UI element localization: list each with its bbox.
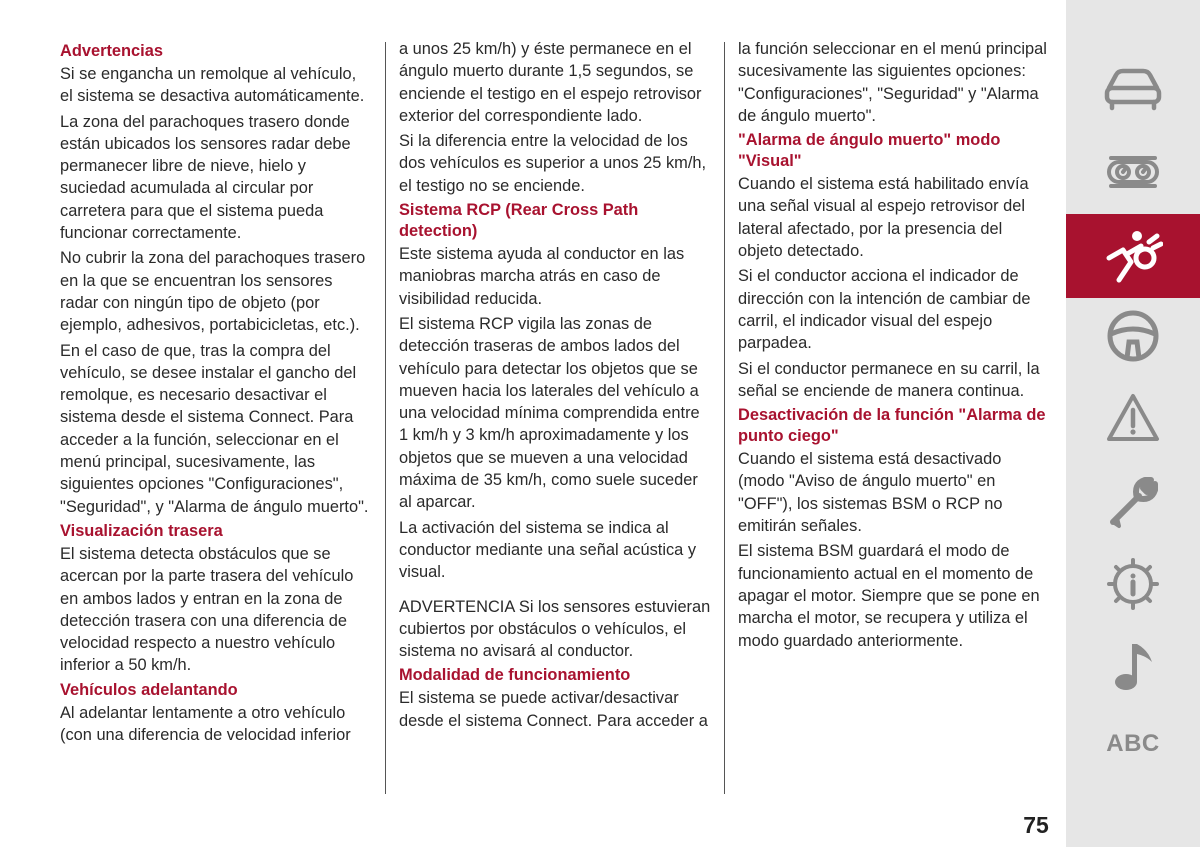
paragraph: No cubrir la zona del parachoques trasero en la que se encuentran los sensores radar con ningún tipo de objeto (por ejemplo, adhesivos, portabicicletas, etc.).	[60, 249, 366, 335]
heading-sistema-rcp: Sistema RCP (Rear Cross Path detection)	[399, 201, 639, 241]
column-divider	[724, 42, 725, 794]
heading-advertencias: Advertencias	[60, 42, 163, 60]
paragraph: Si se engancha un remolque al vehículo, el sistema se desactiva automáticamente.	[60, 65, 365, 106]
heading-visualizacion-trasera: Visualización trasera	[60, 521, 223, 540]
paragraph: Si el conductor acciona el indicador de dirección con la intención de cambiar de carril, el indicador visual del espejo parpadea.	[738, 267, 1031, 353]
music-note-icon[interactable]	[1066, 624, 1200, 708]
paragraph: El sistema BSM guardará el modo de funcionamiento actual en el momento de apagar el motor. Siempre que se pone en marcha el motor, se recupera y utiliza el modo guardado anteriormente.	[738, 542, 1040, 650]
dashboard-icon[interactable]	[1066, 130, 1200, 214]
heading-modo-visual: "Alarma de ángulo muerto" modo "Visual"	[738, 131, 1001, 171]
paragraph: En el caso de que, tras la compra del vehículo, se desee instalar el gancho del remolque, es necesario desactivar el sistema desde el sistema Connect. Para acceder a la función, seleccionar en el menú principal, sucesivamente, las siguientes opciones "Configuraciones", "Seguridad", y "Alarma de ángulo muerto".	[60, 341, 369, 516]
heading-desactivacion: Desactivación de la función "Alarma de punto ciego"	[738, 406, 1046, 446]
paragraph: Si el conductor permanece en su carril, la señal se enciende de manera continua.	[738, 359, 1040, 400]
column-2	[399, 38, 711, 735]
paragraph: La activación del sistema se indica al conductor mediante una señal acústica y visual.	[399, 518, 697, 582]
page-number: 75	[1023, 812, 1049, 838]
paragraph: a unos 25 km/h) y éste permanece en el ángulo muerto durante 1,5 segundos, se enciende el testigo en el espejo retrovisor exterior del correspondiente lado.	[399, 40, 702, 125]
abc-index-link[interactable]: ABC	[1106, 730, 1160, 757]
wrench-icon[interactable]	[1066, 460, 1200, 544]
column-3	[738, 38, 1050, 655]
column-1	[60, 38, 372, 749]
paragraph: Cuando el sistema está habilitado envía una señal visual al espejo retrovisor del lateral afectado, por la presencia del objeto detectado.	[738, 175, 1029, 261]
paragraph: Este sistema ayuda al conductor en las maniobras marcha atrás en caso de visibilidad reducida.	[399, 245, 685, 308]
paragraph: Si la diferencia entre la velocidad de los dos vehículos es superior a unos 25 km/h, el testigo no se enciende.	[399, 132, 707, 195]
paragraph: El sistema RCP vigila las zonas de detección traseras de ambos lados del vehículo para detectar los objetos que se mueven hacia los laterales del vehículo a una velocidad mínima comprendida entre 1 km/h y 3 km/h aproximadamente y los objetos que se mueven a una velocidad máxima de 35 km/h, como suele suceder al aparcar.	[399, 314, 700, 512]
paragraph: El sistema se puede activar/desactivar desde el sistema Connect. Para acceder a	[399, 689, 708, 730]
heading-modalidad: Modalidad de funcionamiento	[399, 666, 631, 685]
car-icon[interactable]	[1066, 46, 1200, 130]
warning-triangle-icon[interactable]	[1066, 376, 1200, 460]
chapter-sidebar	[1066, 0, 1200, 847]
paragraph: Cuando el sistema está desactivado (modo "Aviso de ángulo muerto" en "OFF"), los sistemas BSM o RCP no emitirán señales.	[738, 450, 1003, 536]
heading-vehiculos-adelantando: Vehículos adelantando	[60, 680, 238, 699]
paragraph: la función seleccionar en el menú principal sucesivamente las siguientes opciones: "Configuraciones", "Seguridad" y "Alarma de ángulo muerto".	[738, 40, 1047, 125]
paragraph: La zona del parachoques trasero donde están ubicados los sensores radar debe permanecer libre de nieve, hielo y suciedad acumulada al circular por carretera para que el sistema pueda funcionar correctamente.	[60, 112, 351, 243]
warning-paragraph: ADVERTENCIA Si los sensores estuvieran cubiertos por obstáculos o vehículos, el sistema no avisará al conductor.	[399, 597, 711, 661]
paragraph: El sistema detecta obstáculos que se acercan por la parte trasera del vehículo en ambos lados y entran en la zona de detección trasera con una diferencia de velocidad respecto a nuestro vehículo inferior a 50 km/h.	[60, 544, 354, 675]
steering-wheel-icon[interactable]	[1066, 294, 1200, 378]
airbag-safety-icon[interactable]	[1066, 214, 1200, 298]
info-gear-icon[interactable]	[1066, 542, 1200, 626]
column-divider	[385, 42, 386, 794]
paragraph: Al adelantar lentamente a otro vehículo (con una diferencia de velocidad inferior	[60, 703, 351, 745]
